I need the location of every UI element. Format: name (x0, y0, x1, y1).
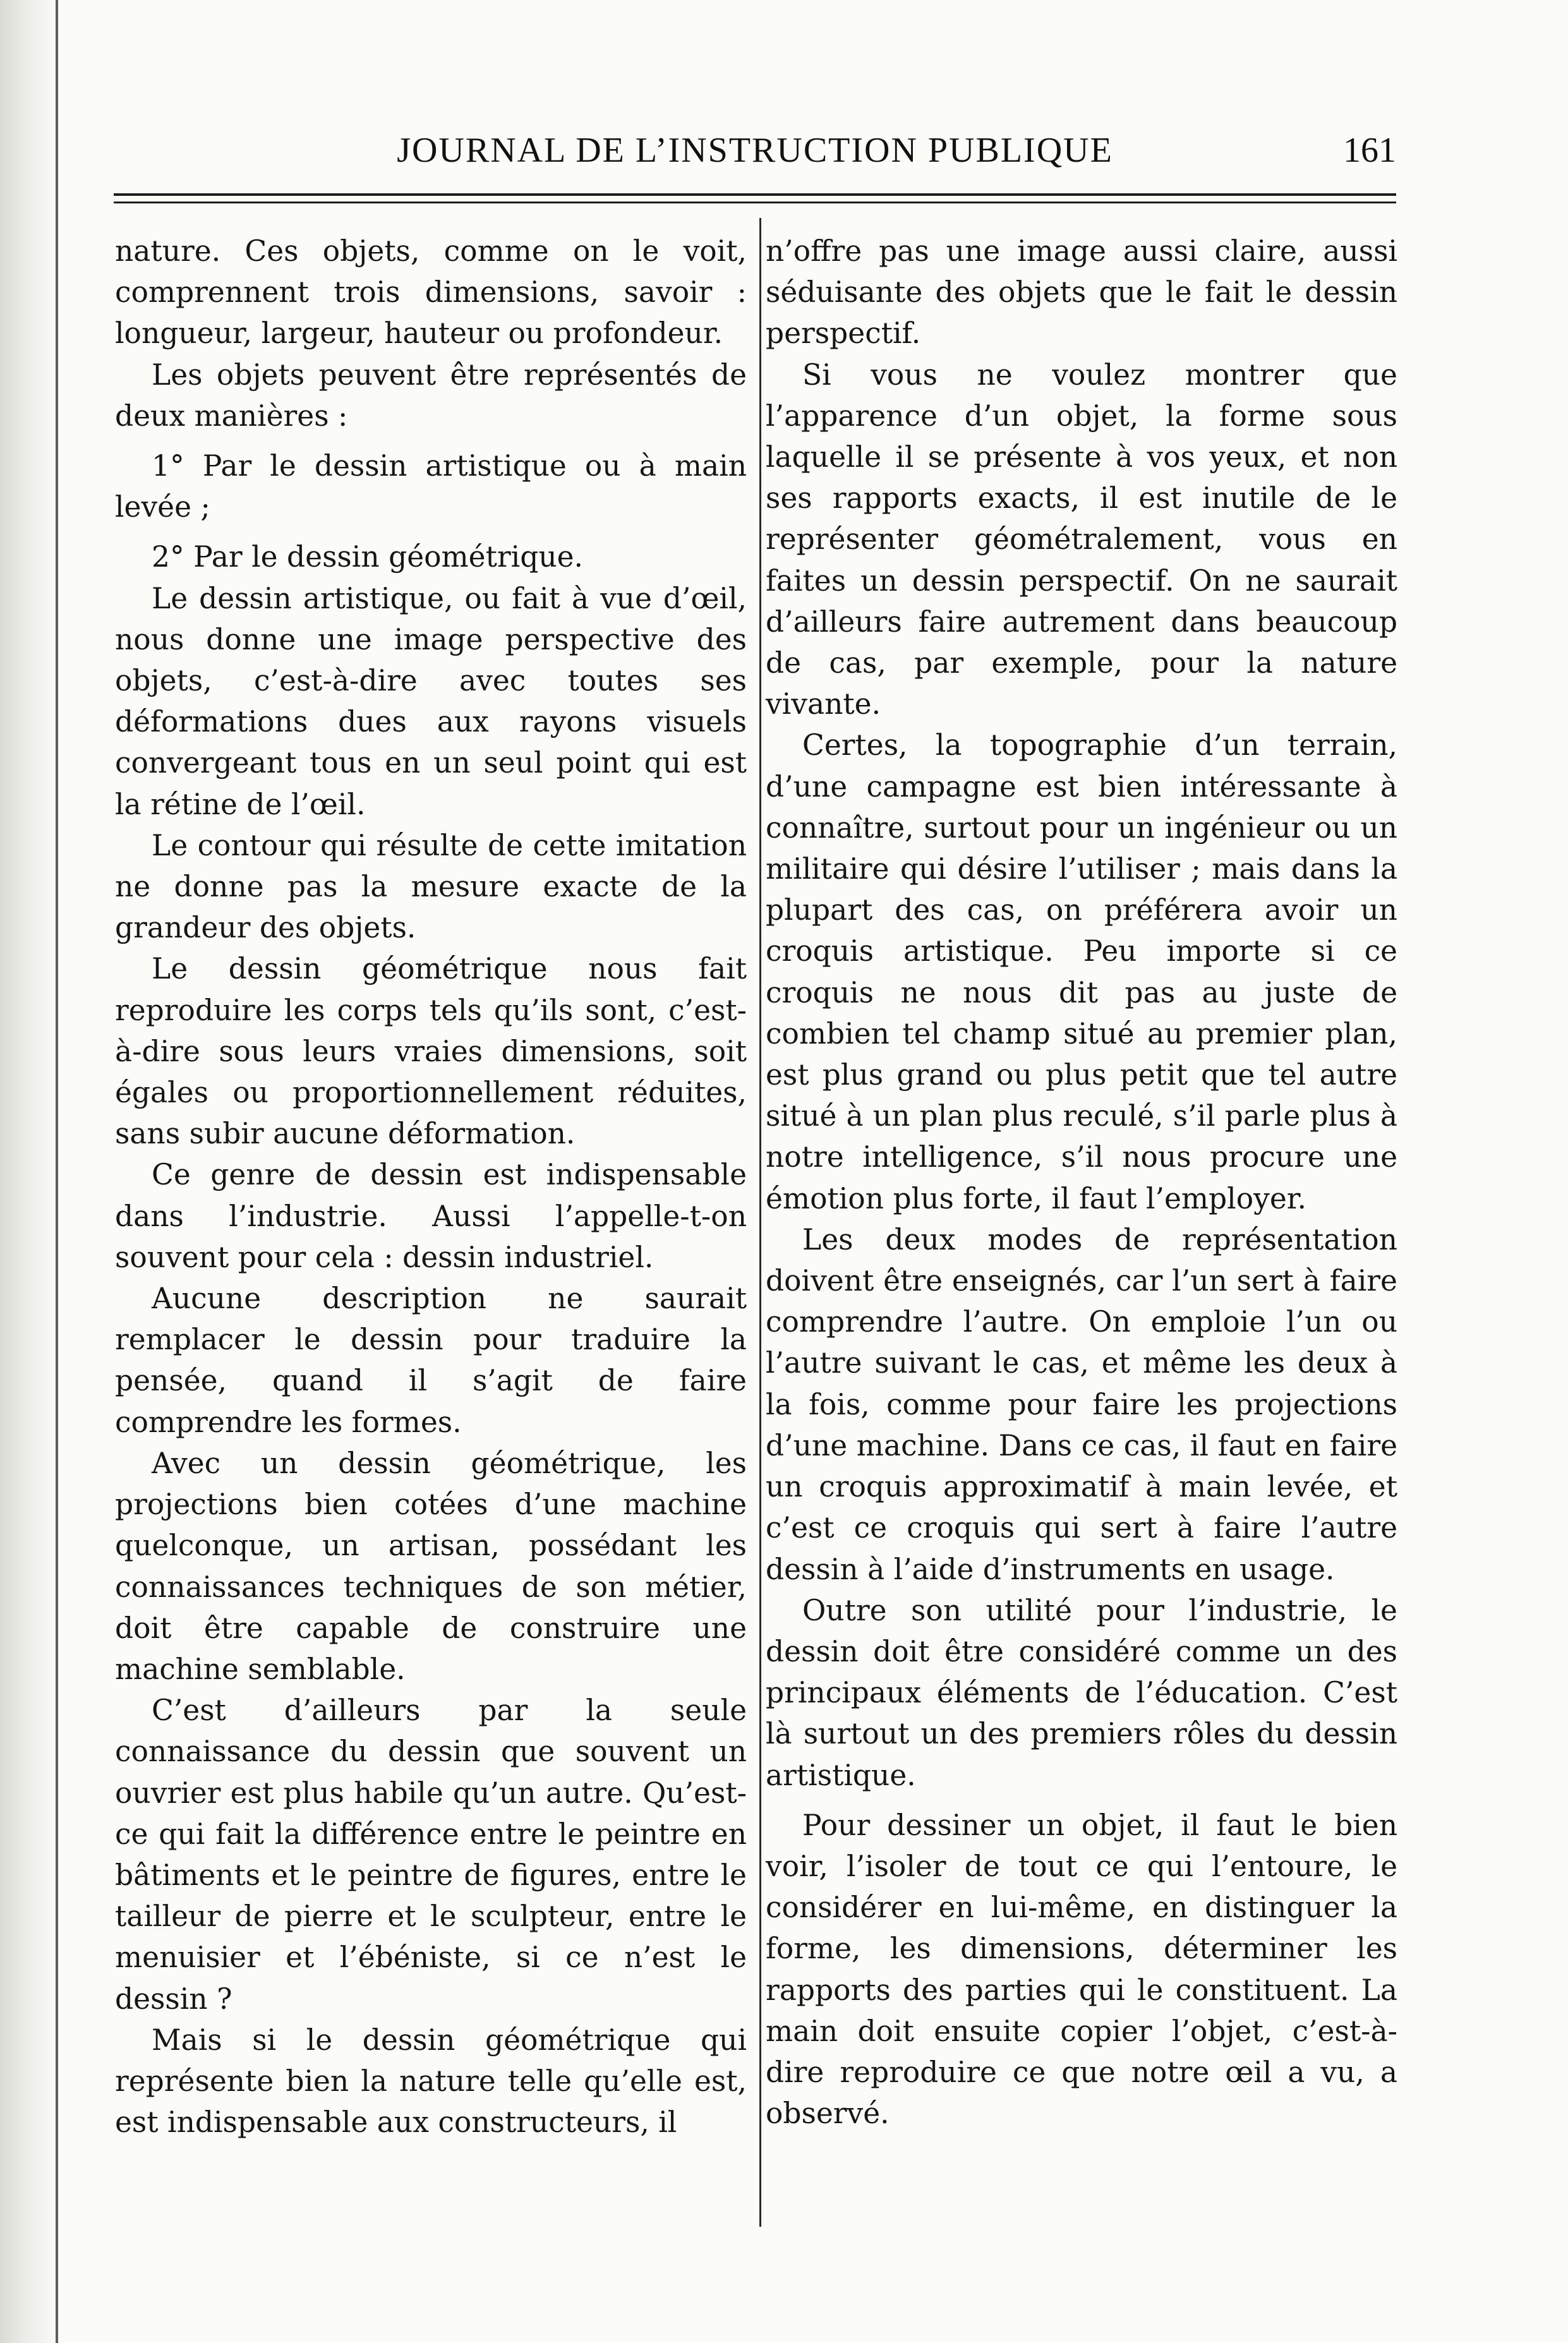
scan-binding-line (56, 0, 58, 2343)
paragraph: 1° Par le dessin artistique ou à main levée ; (115, 449, 747, 524)
page-header (114, 125, 1396, 182)
paragraph: Si vous ne voulez montrer que l’apparence d’un objet, la forme sous laquelle il se présente à vos yeux, et non ses rapports exacts, il est inutile de le représenter géométralement, vous en faites un dessin perspectif. On ne saurait d’ailleurs faire autrement dans beaucoup de cas, par exemple, pour la nature vivante. (766, 358, 1397, 721)
paragraph: n’offre pas une image aussi claire, aussi séduisante des objets que le fait le dessin perspectif. (766, 234, 1397, 351)
paragraph: Ce genre de dessin est indispensable dans l’industrie. Aussi l’appelle-t-on souvent pour cela : dessin industriel. (115, 1158, 747, 1274)
header-rule-top (114, 193, 1396, 196)
right-column (766, 231, 1397, 2134)
paragraph: Le dessin géométrique nous fait reproduire les corps tels qu’ils sont, c’est-à-dire sous leurs vraies dimensions, soit égales ou proportionnellement réduites, sans subir aucune déformation. (115, 952, 747, 1151)
paragraph: 2° Par le dessin géométrique. (152, 540, 584, 574)
page-number: 161 (1343, 131, 1396, 170)
paragraph: nature. Ces objets, comme on le voit, comprennent trois dimensions, savoir : longueur, largeur, hauteur ou profondeur. (115, 234, 747, 351)
paragraph: Les deux modes de représentation doivent être enseignés, car l’un sert à faire comprendre l’autre. On emploie l’un ou l’autre suivant le cas, et même les deux à la fois, comme pour faire les projections d’une machine. Dans ce cas, il faut en faire un croquis approximatif à main levée, et c’est ce croquis qui sert à faire l’autre dessin à l’aide d’instruments en usage. (766, 1222, 1397, 1586)
paragraph: Le contour qui résulte de cette imitation ne donne pas la mesure exacte de la grandeur des objets. (115, 828, 747, 945)
scan-left-edge (0, 0, 60, 2343)
paragraph: C’est d’ailleurs par la seule connaissance du dessin que souvent un ouvrier est plus habile qu’un autre. Qu’est-ce qui fait la différence entre le peintre en bâtiments et le peintre de figures, entre le tailleur de pierre et le sculpteur, entre le menuisier et l’ébéniste, si ce n’est le dessin ? (115, 1694, 747, 2016)
left-column (115, 231, 747, 2143)
paragraph: Certes, la topographie d’un terrain, d’une campagne est bien intéressante à connaître, surtout pour un ingénieur ou un militaire qui désire l’utiliser ; mais dans la plupart des cas, on préférera avoir un croquis artistique. Peu importe si ce croquis ne nous dit pas au juste de combien tel champ situé au premier plan, est plus grand ou plus petit que tel autre situé à un plan plus reculé, s’il parle plus à notre intelligence, s’il nous procure une émotion plus forte, il faut l’employer. (766, 728, 1397, 1215)
column-divider (759, 218, 761, 2227)
paragraph: Le dessin artistique, ou fait à vue d’œil, nous donne une image perspective des objets, c’est-à-dire avec toutes ses déformations dues aux rayons visuels convergeant tous en un seul point qui est la rétine de l’œil. (115, 581, 747, 821)
paragraph: Mais si le dessin géométrique qui représente bien la nature telle qu’elle est, est indispensable aux constructeurs, il (115, 2023, 747, 2140)
paragraph: Aucune description ne saurait remplacer le dessin pour traduire la pensée, quand il s’agit de faire comprendre les formes. (115, 1282, 747, 1439)
paragraph: Les objets peuvent être représentés de deux manières : (115, 358, 747, 433)
paragraph: Avec un dessin géométrique, les projections bien cotées d’une machine quelconque, un artisan, possédant les connaissances techniques de son métier, doit être capable de construire une machine semblable. (115, 1446, 747, 1686)
header-rule-bottom (114, 202, 1396, 203)
paragraph: Outre son utilité pour l’industrie, le dessin doit être considéré comme un des principaux éléments de l’éducation. C’est là surtout un des premiers rôles du dessin artistique. (766, 1593, 1397, 1792)
running-title: JOURNAL DE L’INSTRUCTION PUBLIQUE (397, 131, 1113, 170)
paragraph: Pour dessiner un objet, il faut le bien voir, l’isoler de tout ce qui l’entoure, le considérer en lui-même, en distinguer la forme, les dimensions, déterminer les rapports des parties qui le constituent. La main doit ensuite copier l’objet, c’est-à-dire reproduire ce que notre œil a vu, a observé. (766, 1808, 1397, 2131)
